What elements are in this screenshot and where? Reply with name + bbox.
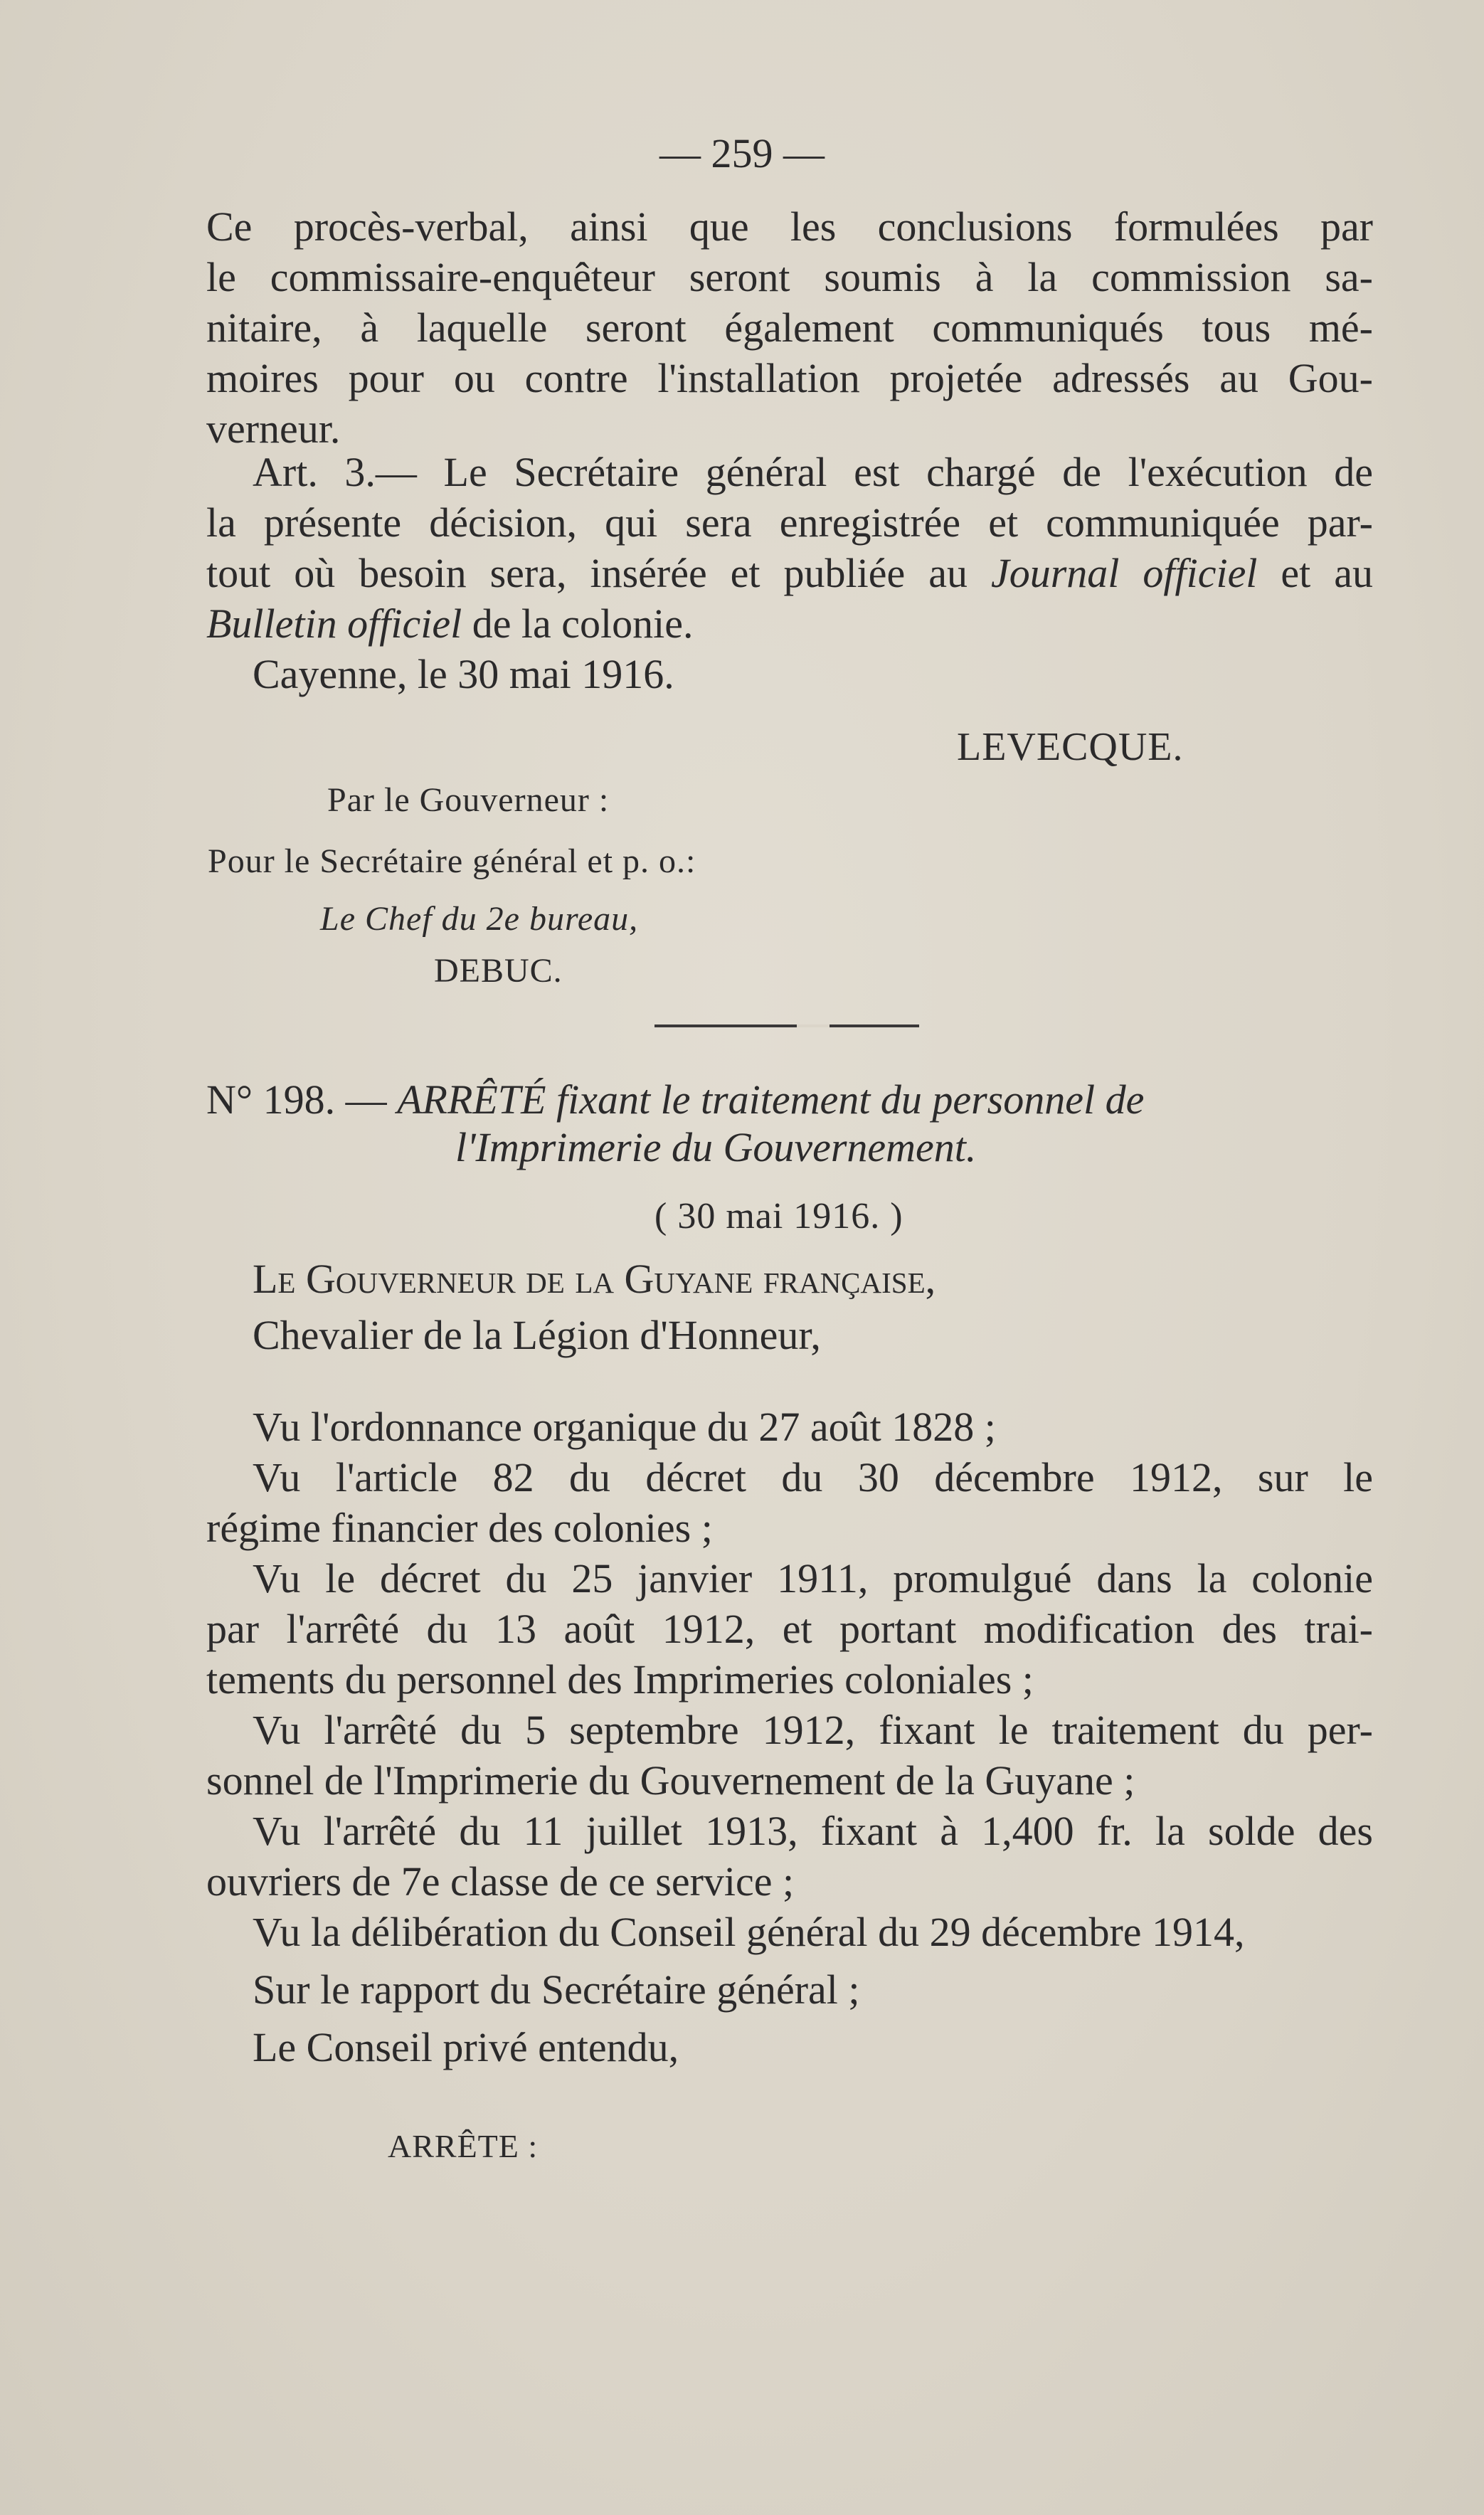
text-line [206, 598, 1373, 649]
text-line: la présente décision, qui sera enregistrée et communiquée par- [206, 499, 1373, 546]
debuc-signature: DEBUC. [434, 952, 563, 990]
decree-number: N° 198. [206, 1076, 336, 1123]
chef-du-bureau: Le Chef du 2e bureau, [320, 900, 639, 938]
text-line: Vu l'arrêté du 11 juillet 1913, fixant à 1,400 fr. la solde des [253, 1808, 1373, 1854]
text-line: Sur le rapport du Secrétaire général ; [253, 1966, 860, 2013]
decree-dash: — [345, 1076, 387, 1123]
text-line: Le Conseil privé entendu, [253, 2024, 679, 2070]
text-line: Vu l'arrêté du 5 septembre 1912, fixant le traitement du per- [253, 1707, 1373, 1753]
text-line: par l'arrêté du 13 août 1912, et portant modification des trai- [206, 1606, 1373, 1652]
text-line: Ce procès-verbal, ainsi que les conclusions formulées par [206, 203, 1373, 250]
decree-date: ( 30 mai 1916. ) [654, 1196, 903, 1237]
governor-title: Le Gouverneur de la Guyane française, [253, 1256, 936, 1302]
text-line: Art. 3.— Le Secrétaire général est chargé de l'exécution de [253, 449, 1373, 495]
text-line [206, 1254, 1373, 1304]
journal-officiel-ref: Journal officiel [990, 550, 1258, 596]
text-line: le commissaire-enquêteur seront soumis à la commission sa- [206, 254, 1373, 300]
text-line: moires pour ou contre l'installation projetée adressés au Gou- [206, 355, 1373, 401]
text-line: verneur. [206, 406, 341, 452]
text-line: Vu la délibération du Conseil général du 29 décembre 1914, [253, 1909, 1245, 1955]
decree-heading [206, 1076, 1373, 1123]
text-segment: de la colonie. [472, 600, 694, 647]
decree-title-line1: ARRÊTÉ fixant le traitement du personnel de [397, 1076, 1145, 1123]
governor-preamble [206, 1254, 1373, 1360]
text-line: Vu l'article 82 du décret du 30 décembre 1912, sur le [253, 1454, 1373, 1500]
text-line: Cayenne, le 30 mai 1916. [253, 651, 674, 697]
text-line: Vu le décret du 25 janvier 1911, promulgué dans la colonie [253, 1555, 1373, 1601]
arrete-heading: ARRÊTE : [388, 2128, 539, 2164]
page-number: — 259 — [659, 130, 825, 176]
section-divider [654, 1024, 919, 1027]
text-line: Chevalier de la Légion d'Honneur, [253, 1312, 821, 1358]
pour-le-secretaire: Pour le Secrétaire général et p. o.: [208, 842, 696, 880]
text-segment: tout où besoin sera, insérée et publiée au [206, 550, 968, 596]
text-line: nitaire, à laquelle seront également communiqués tous mé- [206, 305, 1373, 351]
considerants [206, 1402, 1373, 2072]
text-segment: et au [1281, 550, 1374, 596]
text-line: régime financier des colonies ; [206, 1505, 713, 1551]
dateline [206, 649, 1373, 699]
par-le-gouverneur: Par le Gouverneur : [327, 781, 610, 819]
text-line [206, 548, 1373, 598]
intro-paragraph [206, 201, 1373, 454]
article-3 [206, 447, 1373, 649]
text-line: Vu l'ordonnance organique du 27 août 1828 ; [253, 1404, 996, 1450]
decree-title-line2: l'Imprimerie du Gouvernement. [455, 1124, 977, 1170]
signatory-name: LEVECQUE. [957, 725, 1184, 769]
text-line: ouvriers de 7e classe de ce service ; [206, 1858, 795, 1905]
text-line: sonnel de l'Imprimerie du Gouvernement de la Guyane ; [206, 1757, 1135, 1804]
text-line: tements du personnel des Imprimeries coloniales ; [206, 1656, 1034, 1703]
bulletin-officiel-ref: Bulletin officiel [206, 600, 462, 647]
